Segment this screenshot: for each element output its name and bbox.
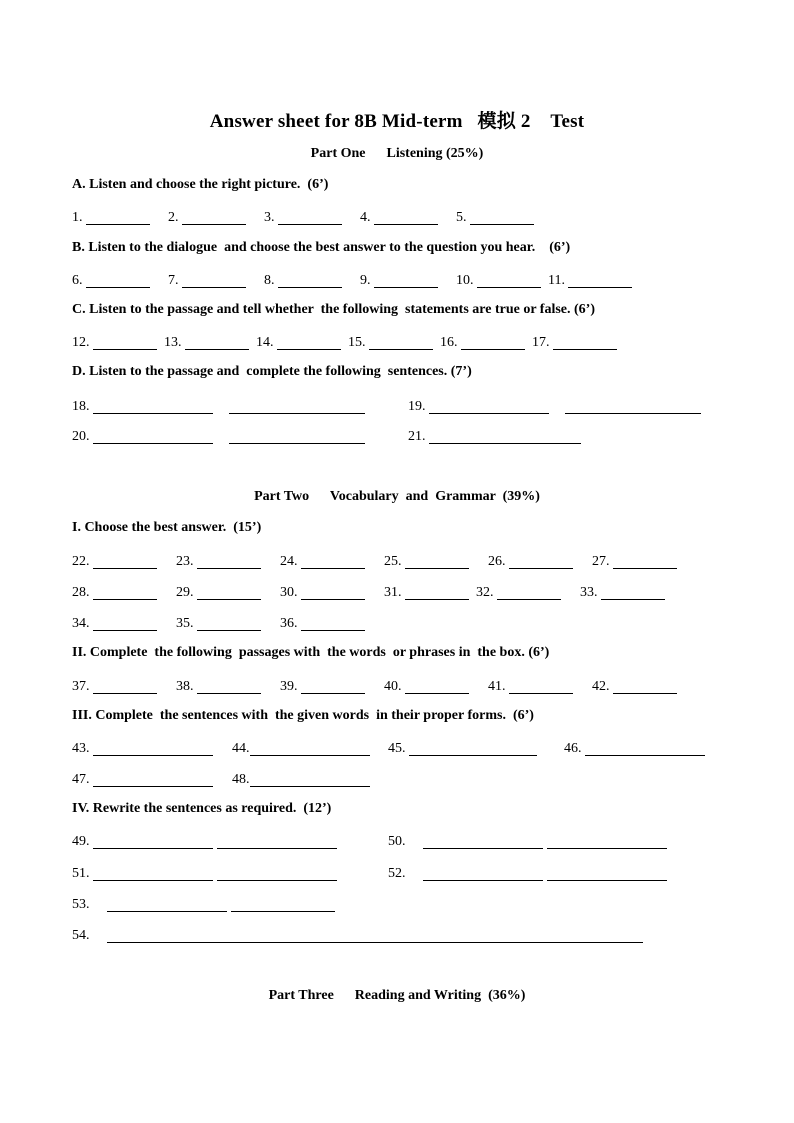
answer-blank[interactable] xyxy=(301,616,365,631)
answer-row-54 xyxy=(72,925,732,943)
question-number: 49. xyxy=(72,834,90,849)
answer-blank[interactable] xyxy=(547,866,667,881)
question-number: 41. xyxy=(488,679,506,694)
part-two-heading: Part Two Vocabulary and Grammar (39%) xyxy=(254,489,540,504)
question-number: 54. xyxy=(72,928,90,943)
question-number: 37. xyxy=(72,679,90,694)
answer-row-1-5 xyxy=(72,207,732,225)
answer-blank[interactable] xyxy=(585,741,705,756)
section-1-heading: I. Choose the best answer. (15’) xyxy=(72,520,262,535)
question-number: 45. xyxy=(388,741,406,756)
answer-row-22-27 xyxy=(72,551,732,569)
answer-blank[interactable] xyxy=(405,585,469,600)
question-number: 44. xyxy=(232,741,250,756)
answer-blank[interactable] xyxy=(613,554,677,569)
answer-row-43-46 xyxy=(72,738,732,756)
answer-row-53 xyxy=(72,894,732,912)
section-b-heading: B. Listen to the dialogue and choose the best answer to the question you hear. (6’) xyxy=(72,240,571,255)
answer-row-18-19 xyxy=(72,396,732,414)
answer-row-47-48 xyxy=(72,769,732,787)
answer-blank[interactable] xyxy=(107,928,643,943)
answer-blank[interactable] xyxy=(565,399,701,414)
answer-blank[interactable] xyxy=(197,554,261,569)
answer-blank[interactable] xyxy=(429,429,581,444)
answer-blank[interactable] xyxy=(277,335,341,350)
answer-blank[interactable] xyxy=(405,554,469,569)
question-number: 30. xyxy=(280,585,298,600)
answer-blank[interactable] xyxy=(374,210,438,225)
answer-blank[interactable] xyxy=(369,335,433,350)
question-number: 27. xyxy=(592,554,610,569)
answer-blank[interactable] xyxy=(197,585,261,600)
question-number: 31. xyxy=(384,585,402,600)
question-number: 38. xyxy=(176,679,194,694)
answer-blank[interactable] xyxy=(93,772,213,787)
answer-blank[interactable] xyxy=(185,335,249,350)
section-d-heading: D. Listen to the passage and complete the following sentences. (7’) xyxy=(72,364,472,379)
question-number: 42. xyxy=(592,679,610,694)
answer-blank[interactable] xyxy=(470,210,534,225)
answer-blank[interactable] xyxy=(93,741,213,756)
answer-blank[interactable] xyxy=(477,273,541,288)
answer-blank[interactable] xyxy=(423,866,543,881)
answer-row-6-11 xyxy=(72,270,732,288)
question-number: 40. xyxy=(384,679,402,694)
question-number: 11. xyxy=(548,273,565,288)
answer-blank[interactable] xyxy=(231,897,335,912)
question-number: 12. xyxy=(72,335,90,350)
question-number: 9. xyxy=(360,273,371,288)
question-number: 33. xyxy=(580,585,598,600)
question-number: 46. xyxy=(564,741,582,756)
section-c-heading: C. Listen to the passage and tell whether the following statements are true or false. (6’) xyxy=(72,302,595,317)
answer-blank[interactable] xyxy=(250,772,370,787)
answer-blank[interactable] xyxy=(547,834,667,849)
question-number: 22. xyxy=(72,554,90,569)
answer-blank[interactable] xyxy=(250,741,370,756)
answer-blank[interactable] xyxy=(301,679,365,694)
question-number: 20. xyxy=(72,429,90,444)
question-number: 39. xyxy=(280,679,298,694)
answer-blank[interactable] xyxy=(93,679,157,694)
question-number: 47. xyxy=(72,772,90,787)
question-number: 26. xyxy=(488,554,506,569)
question-number: 1. xyxy=(72,210,83,225)
answer-blank[interactable] xyxy=(278,273,342,288)
answer-blank[interactable] xyxy=(217,866,337,881)
answer-blank[interactable] xyxy=(182,273,246,288)
section-4-heading: IV. Rewrite the sentences as required. (12’) xyxy=(72,801,332,816)
question-number: 16. xyxy=(440,335,458,350)
question-number: 6. xyxy=(72,273,83,288)
answer-blank[interactable] xyxy=(374,273,438,288)
question-number: 19. xyxy=(408,399,426,414)
question-number: 10. xyxy=(456,273,474,288)
answer-blank[interactable] xyxy=(93,429,213,444)
answer-row-34-36 xyxy=(72,613,732,631)
answer-blank[interactable] xyxy=(93,866,213,881)
answer-blank[interactable] xyxy=(93,335,157,350)
answer-row-28-33 xyxy=(72,582,732,600)
answer-row-20-21 xyxy=(72,426,732,444)
answer-row-37-42 xyxy=(72,676,732,694)
answer-blank[interactable] xyxy=(86,273,150,288)
question-number: 3. xyxy=(264,210,275,225)
question-number: 5. xyxy=(456,210,467,225)
answer-row-51-52 xyxy=(72,863,732,881)
question-number: 2. xyxy=(168,210,179,225)
part-three-heading: Part Three Reading and Writing (36%) xyxy=(268,988,526,1003)
question-number: 32. xyxy=(476,585,494,600)
answer-blank[interactable] xyxy=(301,585,365,600)
question-number: 43. xyxy=(72,741,90,756)
answer-blank[interactable] xyxy=(217,834,337,849)
answer-blank[interactable] xyxy=(229,399,365,414)
section-3-heading: III. Complete the sentences with the given words in their proper forms. (6’) xyxy=(72,708,534,723)
answer-blank[interactable] xyxy=(93,834,213,849)
question-number: 48. xyxy=(232,772,250,787)
question-number: 24. xyxy=(280,554,298,569)
answer-blank[interactable] xyxy=(553,335,617,350)
part-one-heading: Part One Listening (25%) xyxy=(310,146,484,161)
question-number: 17. xyxy=(532,335,550,350)
answer-blank[interactable] xyxy=(429,399,549,414)
answer-blank[interactable] xyxy=(461,335,525,350)
answer-blank[interactable] xyxy=(613,679,677,694)
answer-blank[interactable] xyxy=(509,679,573,694)
question-number: 50. xyxy=(388,834,406,849)
question-number: 4. xyxy=(360,210,371,225)
answer-blank[interactable] xyxy=(93,585,157,600)
answer-blank[interactable] xyxy=(509,554,573,569)
answer-blank[interactable] xyxy=(601,585,665,600)
answer-blank[interactable] xyxy=(93,399,213,414)
answer-row-49-50 xyxy=(72,831,732,849)
question-number: 18. xyxy=(72,399,90,414)
question-number: 51. xyxy=(72,866,90,881)
answer-blank[interactable] xyxy=(93,554,157,569)
question-number: 36. xyxy=(280,616,298,631)
question-number: 25. xyxy=(384,554,402,569)
question-number: 14. xyxy=(256,335,274,350)
answer-blank[interactable] xyxy=(497,585,561,600)
question-number: 35. xyxy=(176,616,194,631)
answer-blank[interactable] xyxy=(93,616,157,631)
answer-blank[interactable] xyxy=(229,429,365,444)
question-number: 8. xyxy=(264,273,275,288)
question-number: 34. xyxy=(72,616,90,631)
answer-blank[interactable] xyxy=(568,273,632,288)
answer-blank[interactable] xyxy=(182,210,246,225)
question-number: 28. xyxy=(72,585,90,600)
answer-row-12-17 xyxy=(72,332,732,350)
question-number: 29. xyxy=(176,585,194,600)
answer-blank[interactable] xyxy=(405,679,469,694)
section-2-heading: II. Complete the following passages with the words or phrases in the box. (6’) xyxy=(72,645,550,660)
question-number: 53. xyxy=(72,897,90,912)
question-number: 13. xyxy=(164,335,182,350)
page-title: Answer sheet for 8B Mid-term 模拟 2 Test xyxy=(209,111,585,132)
answer-blank[interactable] xyxy=(278,210,342,225)
answer-blank[interactable] xyxy=(409,741,537,756)
question-number: 21. xyxy=(408,429,426,444)
answer-blank[interactable] xyxy=(301,554,365,569)
answer-blank[interactable] xyxy=(197,616,261,631)
question-number: 15. xyxy=(348,335,366,350)
answer-blank[interactable] xyxy=(423,834,543,849)
answer-blank[interactable] xyxy=(86,210,150,225)
question-number: 23. xyxy=(176,554,194,569)
question-number: 52. xyxy=(388,866,406,881)
question-number: 7. xyxy=(168,273,179,288)
answer-blank[interactable] xyxy=(197,679,261,694)
section-a-heading: A. Listen and choose the right picture. (6’) xyxy=(72,177,329,192)
answer-blank[interactable] xyxy=(107,897,227,912)
